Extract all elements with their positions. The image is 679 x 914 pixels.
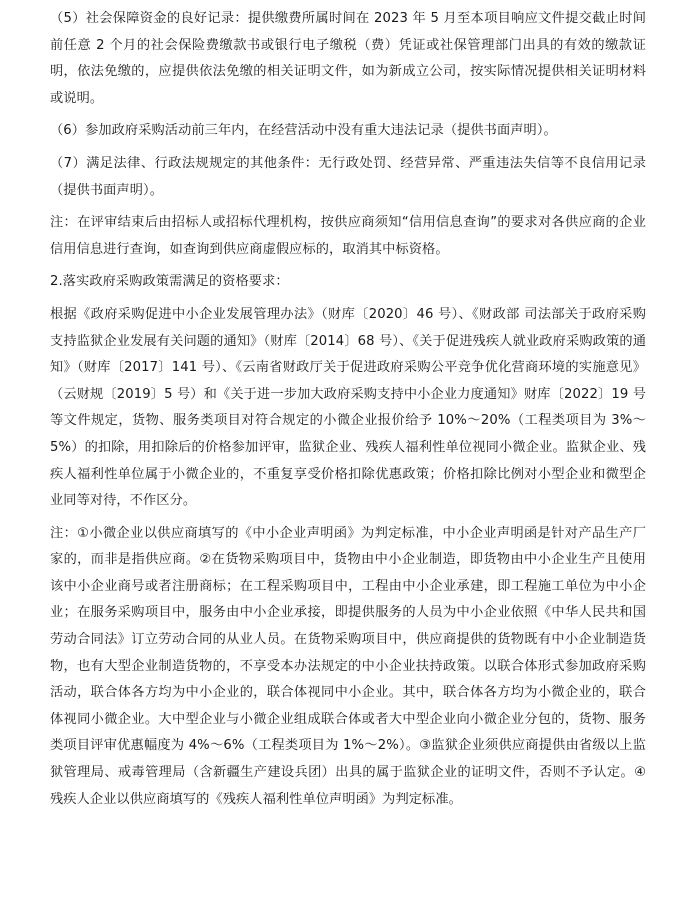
paragraph-other-conditions: （7）满足法律、行政法规规定的其他条件：无行政处罚、经营异常、严重违法失信等不良信用记录（提供书面声明）。	[50, 155, 646, 198]
document-page	[50, 6, 646, 819]
section-2-body: 根据《政府采购促进中小企业发展管理办法》（财库〔2020〕46 号）、《财政部 司法部关于政府采购支持监狱企业发展有关问题的通知》（财库〔2014〕68 号）、《关于促进残疾人就业政府采购政策的通知》（财库〔2017〕141 号）、《云南省财政厅关于促进政府采购公平竞争优化营商环境的实施意见》（云财规〔2019〕5 号）和《关于进一步加大政府采购支持中小企业力度通知》财库〔2022〕19 号等文件规定，货物、服务类项目对符合规定的小微企业报价给予 10%～20%（工程类项目为 3%～5%）的扣除，用扣除后的价格参加评审，监狱企业、残疾人福利性单位视同小微企业。监狱企业、残疾人福利性单位属于小微企业的，不重复享受价格扣除优惠政策；价格扣除比例对小型企业和微型企业同等对待，不作区分。	[50, 306, 646, 509]
note-credit-check: 注：在评审结束后由招标人或招标代理机构，按供应商须知“信用信息查询”的要求对各供应商的企业信用信息进行查询，如查询到供应商虚假应标的，取消其中标资格。	[50, 215, 646, 257]
paragraph-no-violation: （6）参加政府采购活动前三年内，在经营活动中没有重大违法记录（提供书面声明）。	[50, 123, 557, 139]
paragraph-social-security: （5）社会保障资金的良好记录：提供缴费所属时间在 2023 年 5 月至本项目响应文件提交截止时间前任意 2 个月的社会保险费缴款书或银行电子缴税（费）凭证或社保管理部门出具的有效的缴款证明，依法免缴的，应提供依法免缴的相关证明文件，如为新成立公司，按实际情况提供相关证明材料或说明。	[50, 11, 646, 106]
note-sme-policy: 注：①小微企业以供应商填写的《中小企业声明函》为判定标准，中小企业声明函是针对产品生产厂家的，而非是指供应商。②在货物采购项目中，货物由中小企业制造，即货物由中小企业生产且使用该中小企业商号或者注册商标；在工程采购项目中，工程由中小企业承建，即工程施工单位为中小企业；在服务采购项目中，服务由中小企业承接，即提供服务的人员为中小企业依照《中华人民共和国劳动合同法》订立劳动合同的从业人员。在货物采购项目中，供应商提供的货物既有中小企业制造货物，也有大型企业制造货物的，不享受本办法规定的中小企业扶持政策。以联合体形式参加政府采购活动，联合体各方均为中小企业的，联合体视同中小企业。其中，联合体各方均为小微企业的，联合体视同小微企业。大中型企业与小微企业组成联合体或者大中型企业向小微企业分包的，货物、服务类项目评审优惠幅度为 4%～6%（工程类项目为 1%～2%）。③监狱企业须供应商提供由省级以上监狱管理局、戒毒管理局（含新疆生产建设兵团）出具的属于监狱企业的证明文件，否则不予认定。④残疾人企业以供应商填写的《残疾人福利性单位声明函》为判定标准。	[50, 525, 646, 807]
section-2-title: 2.落实政府采购政策需满足的资格要求：	[50, 274, 289, 290]
